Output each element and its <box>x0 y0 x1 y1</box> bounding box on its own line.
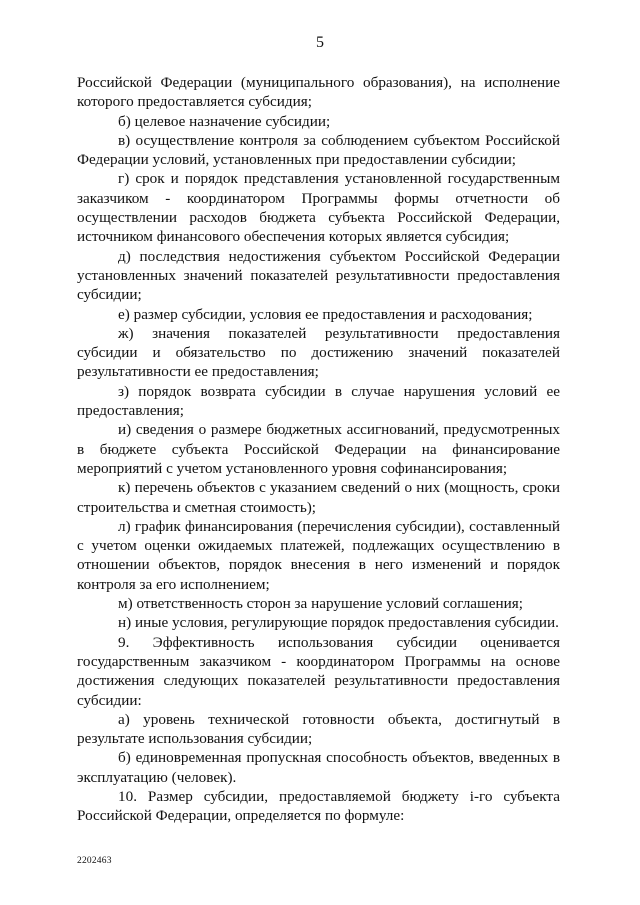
document-code: 2202463 <box>77 856 112 866</box>
paragraph-item-m: м) ответственность сторон за нарушение условий соглашения; <box>118 595 523 613</box>
paragraph-item-k: к) перечень объектов с указанием сведений о них (мощность, сроки строительства и сметная стоимость); <box>77 479 560 516</box>
paragraph-item-n: н) иные условия, регулирующие порядок предоставления субсидии. <box>118 614 559 632</box>
paragraph-item-i: и) сведения о размере бюджетных ассигнований, предусмотренных в бюджете субъекта Российской Федерации на финансирование мероприятий с учетом установленного уровня софинансирования; <box>77 421 560 477</box>
paragraph-item-z: з) порядок возврата субсидии в случае нарушения условий ее предоставления; <box>77 382 560 420</box>
paragraph-item-d: д) последствия недостижения субъектом Российской Федерации установленных значений показателей результативности предоставления субсидии; <box>77 247 560 304</box>
paragraph-continuation: Российской Федерации (муниципального образования), на исполнение которого предоставляется субсидия; <box>77 74 560 111</box>
paragraph-item-a: а) уровень технической готовности объекта, достигнутый в результате использования субсидии; <box>77 710 560 748</box>
paragraph-item-zh: ж) значения показателей результативности предоставления субсидии и обязательство по достижению значений показателей результативности ее предоставления; <box>77 324 560 381</box>
paragraph-item-b: б) целевое назначение субсидии; <box>118 112 331 130</box>
paragraph-section-10: 10. Размер субсидии, предоставляемой бюджету i-го субъекта Российской Федерации, определяется по формуле: <box>77 787 560 825</box>
paragraph-item-e: е) размер субсидии, условия ее предоставления и расходования; <box>118 305 533 323</box>
paragraph-section-9: 9. Эффективность использования субсидии оценивается государственным заказчиком - координатором Программы на основе достижения следующих показателей результативности предоставления субсидии: <box>77 633 560 709</box>
paragraph-item-l: л) график финансирования (перечисления субсидии), составленный с учетом оценки ожидаемых платежей, подлежащих осуществлению в отношении объектов, порядок внесения в него изменений и порядок контроля за его исполнением; <box>77 517 560 593</box>
paragraph-item-v: в) осуществление контроля за соблюдением субъектом Российской Федерации условий, установленных при предоставлении субсидии; <box>77 131 560 169</box>
paragraph-item-b2: б) единовременная пропускная способность объектов, введенных в эксплуатацию (человек). <box>77 749 560 786</box>
paragraph-item-g: г) срок и порядок представления установленной государственным заказчиком - координатором Программы формы отчетности об осуществлении расходов бюджета субъекта Российской Федерации, источником финансового обеспечения которых является субсидия; <box>77 170 560 246</box>
document-body <box>77 73 560 826</box>
page-number: 5 <box>316 34 324 51</box>
